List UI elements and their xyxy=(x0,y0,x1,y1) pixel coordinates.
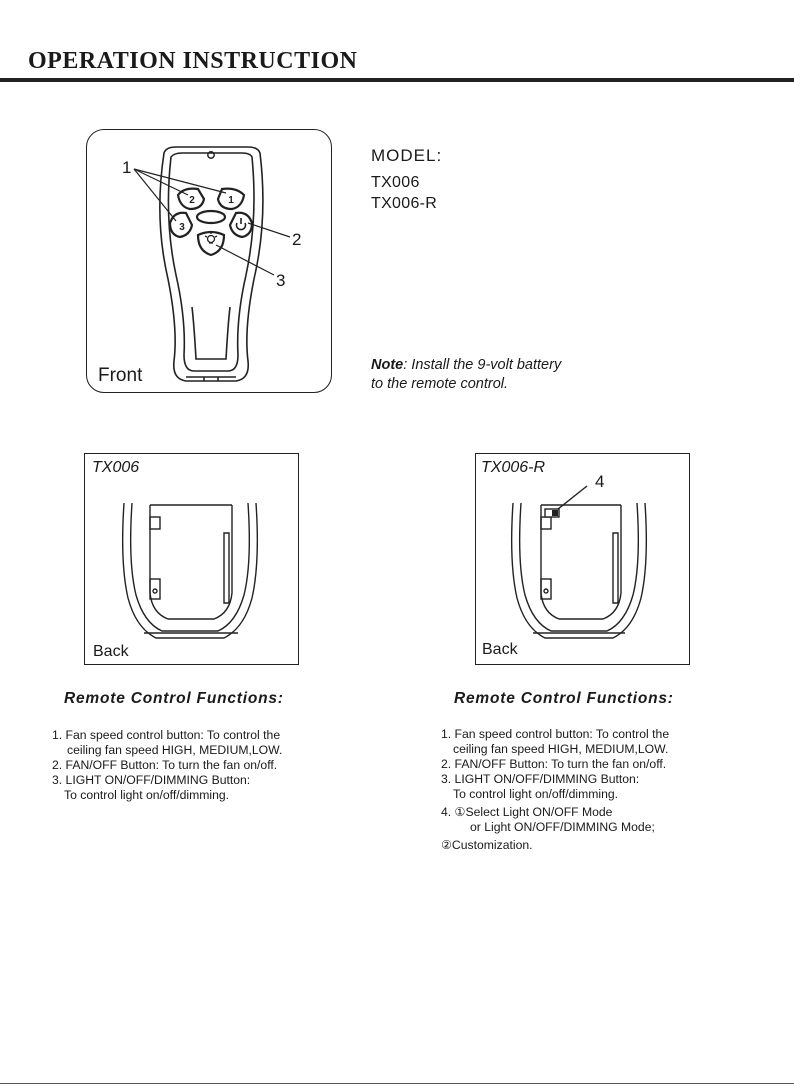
back-label: Back xyxy=(482,641,518,658)
list-item: 2. FAN/OFF Button: To turn the fan on/off. xyxy=(441,757,667,771)
callout-3: 3 xyxy=(276,271,286,290)
list-item: 3. LIGHT ON/OFF/DIMMING Button: xyxy=(52,773,251,787)
model-item: TX006-R xyxy=(371,195,438,212)
note-text-1: : Install the 9-volt battery xyxy=(403,357,562,373)
list-item: ceiling fan speed HIGH, MEDIUM,LOW. xyxy=(67,743,283,757)
list-item: ②Customization. xyxy=(441,838,533,852)
battery-note xyxy=(371,356,561,394)
back-panel-title: TX006 xyxy=(92,459,140,476)
back-panel-title: TX006-R xyxy=(481,459,546,476)
back-label: Back xyxy=(93,643,129,660)
callout-4: 4 xyxy=(595,472,605,491)
callout-2: 2 xyxy=(292,230,302,249)
list-item: To control light on/off/dimming. xyxy=(64,788,230,802)
note-lead: Note xyxy=(371,357,404,373)
list-item: To control light on/off/dimming. xyxy=(453,787,619,801)
remote-back-illustration xyxy=(84,453,299,665)
bottom-rule xyxy=(0,1083,794,1084)
list-item: 3. LIGHT ON/OFF/DIMMING Button: xyxy=(441,772,640,786)
list-item: 2. FAN/OFF Button: To turn the fan on/off. xyxy=(52,758,278,772)
button-label-3: 3 xyxy=(179,222,185,233)
functions-list xyxy=(441,727,669,853)
functions-list xyxy=(52,728,282,803)
list-item: 1. Fan speed control button: To control the xyxy=(441,727,670,741)
model-item: TX006 xyxy=(371,174,420,191)
remote-front-illustration xyxy=(86,129,332,393)
title-rule xyxy=(0,78,794,82)
list-item: ceiling fan speed HIGH, MEDIUM,LOW. xyxy=(453,742,669,756)
model-label: MODEL: xyxy=(371,146,443,165)
note-text-2: to the remote control. xyxy=(371,376,509,392)
functions-heading: Remote Control Functions: xyxy=(454,690,674,707)
remote-back-illustration xyxy=(475,453,690,665)
callout-1: 1 xyxy=(122,158,132,177)
page-title: OPERATION INSTRUCTION xyxy=(28,48,358,74)
front-label: Front xyxy=(98,365,143,386)
functions-heading: Remote Control Functions: xyxy=(64,690,284,707)
button-label-2: 2 xyxy=(189,195,195,206)
list-item: or Light ON/OFF/DIMMING Mode; xyxy=(470,820,655,834)
list-item: 4. ①Select Light ON/OFF Mode xyxy=(441,805,613,819)
button-label-1: 1 xyxy=(228,195,234,206)
list-item: 1. Fan speed control button: To control the xyxy=(52,728,281,742)
